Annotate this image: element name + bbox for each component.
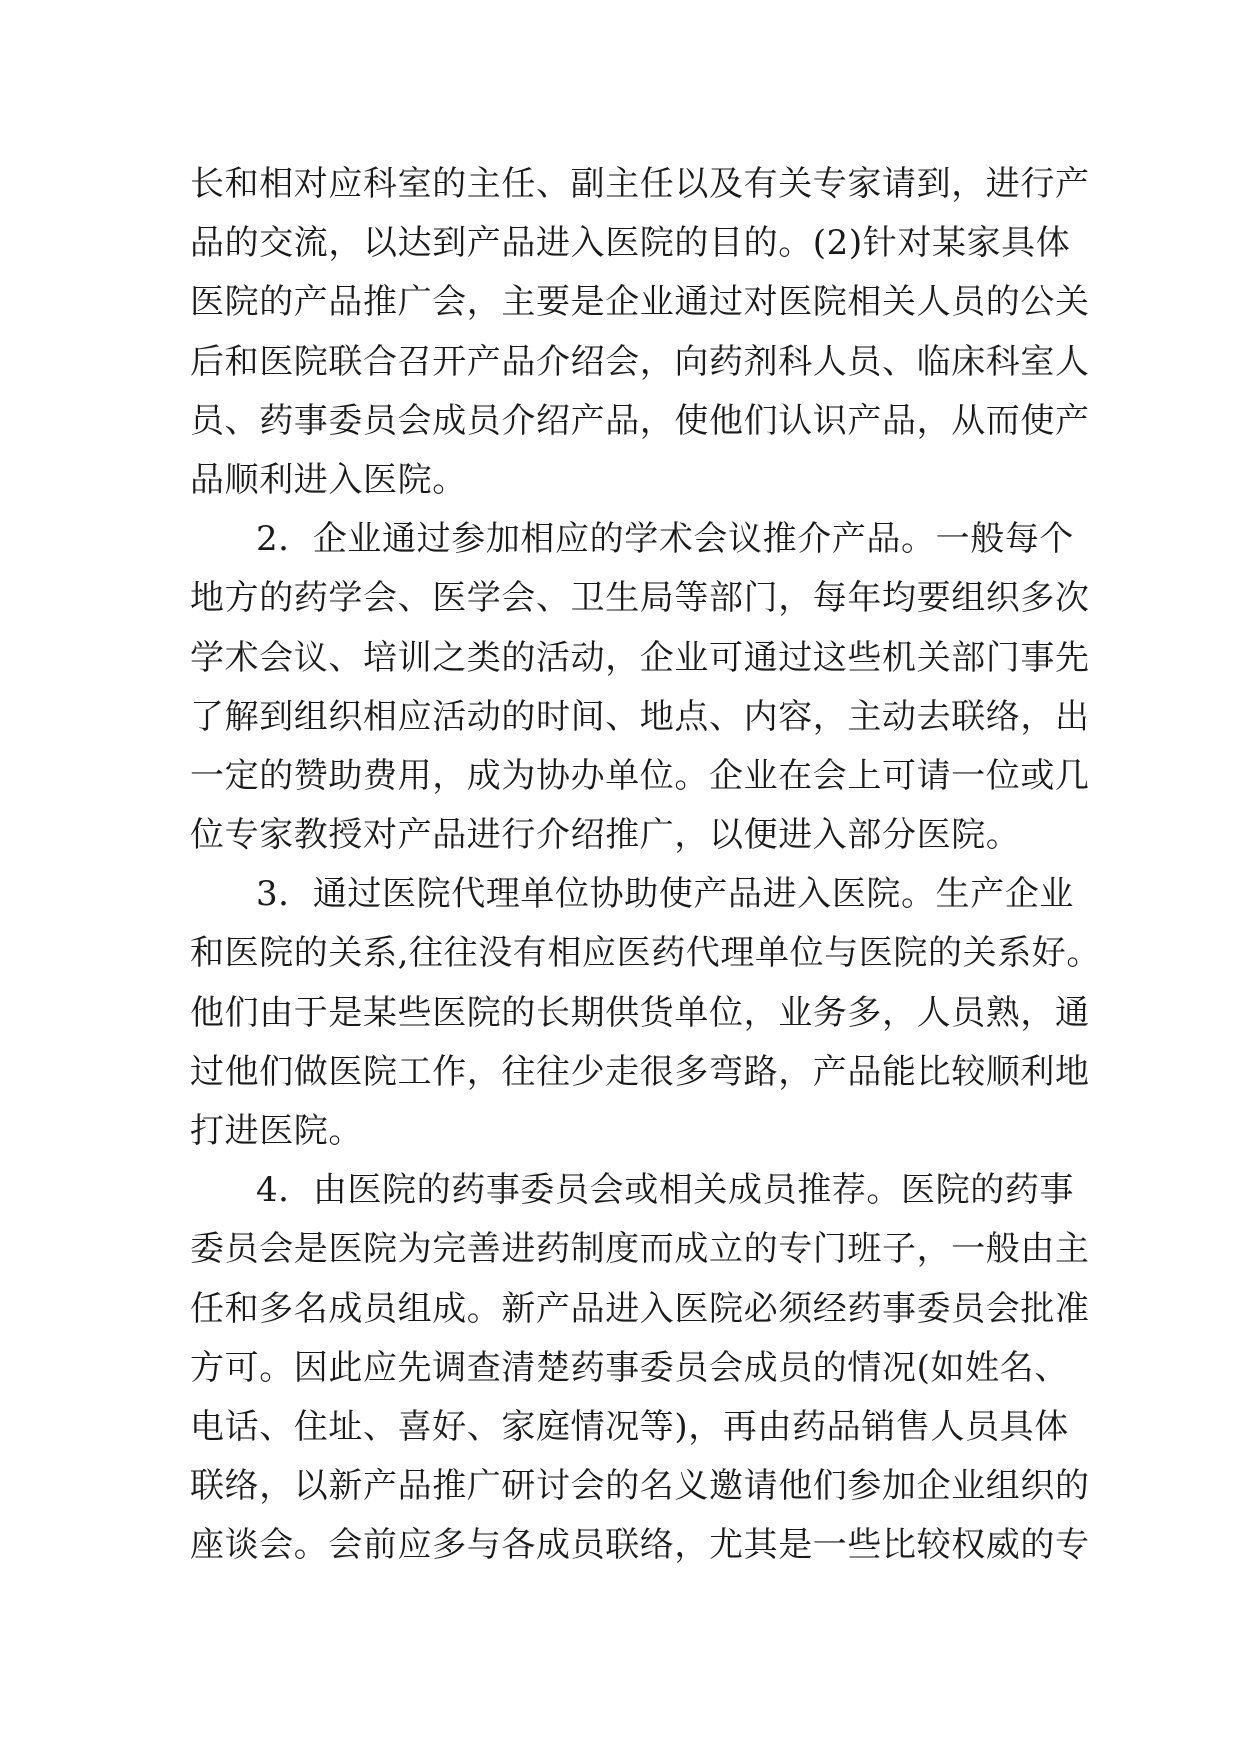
paragraph-2-line-3: 学术会议、培训之类的活动，企业可通过这些机关部门事先 xyxy=(190,637,1090,678)
paragraph-1-line-1: 长和相对应科室的主任、副主任以及有关专家请到，进行产 xyxy=(190,164,1090,204)
paragraph-1-line-6: 品顺利进入医院。 xyxy=(190,459,467,500)
paragraph-3-line-4: 过他们做医院工作，往往少走很多弯路，产品能比较顺利地 xyxy=(190,1051,1090,1092)
paragraph-4-line-2: 委员会是医院为完善进药制度而成立的专门班子，一般由主 xyxy=(190,1229,1090,1270)
paragraph-1-line-3: 医院的产品推广会，主要是企业通过对医院相关人员的公关 xyxy=(190,282,1090,323)
paragraph-2-line-4: 了解到组织相应活动的时间、地点、内容，主动去联络，出 xyxy=(190,696,1090,737)
paragraph-2-line-2: 地方的药学会、医学会、卫生局等部门，每年均要组织多次 xyxy=(190,578,1090,619)
body-text xyxy=(190,155,1102,1576)
paragraph-4-line-4: 方可。因此应先调查清楚药事委员会成员的情况(如姓名、 xyxy=(190,1347,1069,1388)
paragraph-1-line-5: 员、药事委员会成员介绍产品，使他们认识产品，从而使产 xyxy=(190,400,1090,441)
paragraph-4-line-3: 任和多名成员组成。新产品进入医院必须经药事委员会批准 xyxy=(190,1288,1090,1329)
paragraph-3-line-1: 3．通过医院代理单位协助使产品进入医院。生产企业 xyxy=(256,874,1075,915)
paragraph-2-line-6: 位专家教授对产品进行介绍推广，以便进入部分医院。 xyxy=(190,815,1021,856)
paragraph-1-line-2: 品的交流，以达到产品进入医院的目的。(2)针对某家具体 xyxy=(190,223,1071,264)
paragraph-2-line-5: 一定的赞助费用，成为协办单位。企业在会上可请一位或几 xyxy=(190,755,1090,796)
paragraph-3-line-3: 他们由于是某些医院的长期供货单位，业务多，人员熟，通 xyxy=(190,992,1090,1033)
paragraph-4-line-5: 电话、住址、喜好、家庭情况等)，再由药品销售人员具体 xyxy=(190,1406,1069,1447)
paragraph-1-line-4: 后和医院联合召开产品介绍会，向药剂科人员、临床科室人 xyxy=(190,341,1090,382)
paragraph-4-line-1: 4．由医院的药事委员会或相关成员推荐。医院的药事 xyxy=(256,1170,1075,1211)
paragraph-4-line-7: 座谈会。会前应多与各成员联络，尤其是一些比较权威的专 xyxy=(190,1525,1090,1566)
paragraph-2-line-1: 2．企业通过参加相应的学术会议推介产品。一般每个 xyxy=(256,519,1075,560)
paragraph-4-line-6: 联络，以新产品推广研讨会的名义邀请他们参加企业组织的 xyxy=(190,1466,1090,1507)
paragraph-3-line-2: 和医院的关系,往往没有相应医药代理单位与医院的关系好。 xyxy=(190,933,1102,974)
paragraph-3-line-5: 打进医院。 xyxy=(190,1111,363,1151)
